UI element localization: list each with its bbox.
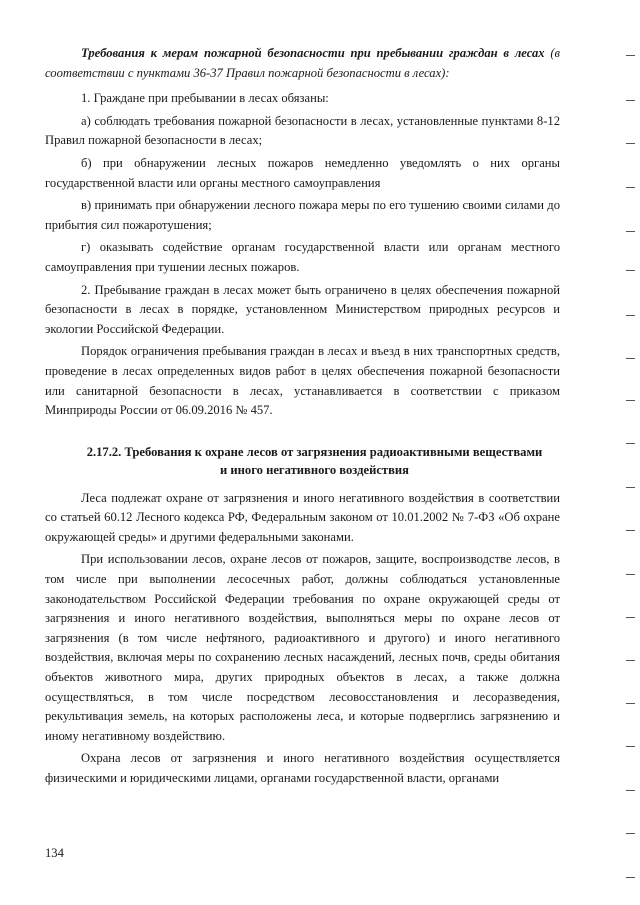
scan-edge-mark	[626, 231, 635, 232]
intro-title: Требования к мерам пожарной безопасности при пребывании граждан в лесах	[81, 46, 545, 60]
section-heading-line1: 2.17.2. Требования к охране лесов от загрязнения радиоактивными веществами	[86, 444, 543, 459]
section-heading-line2: и иного негативного воздействия	[220, 462, 409, 477]
scan-edge-mark	[626, 617, 635, 618]
scan-edge-mark	[626, 143, 635, 144]
scan-edge-mark	[626, 487, 635, 488]
scan-edge-mark	[626, 660, 635, 661]
intro-paragraph	[45, 44, 560, 83]
intro-reference: (в соответствии с пунктами 36-37 Правил пожарной безопасности в лесах):	[45, 46, 561, 80]
paragraph: а) соблюдать требования пожарной безопасности в лесах, установленные пунктами 8-12 Правил пожарной безопасности в лесах;	[45, 113, 560, 148]
scan-edge-mark	[626, 443, 635, 444]
scan-edge-mark	[626, 358, 635, 359]
paragraph: г) оказывать содействие органам государственной власти или органам местного самоуправления при тушении лесных пожаров.	[45, 240, 560, 274]
scan-edge-mark	[626, 55, 635, 56]
paragraph: Порядок ограничения пребывания граждан в лесах и въезд в них транспортных средств, проведение в лесах определенных видов работ в целях обеспечения пожарной безопасности или санитарной безопасности в лесах, устанавливается в соответствии с приказом Минприроды России от 06.09.2016 № 457.	[45, 344, 560, 418]
scan-edge-mark	[626, 877, 635, 878]
paragraph: 2. Пребывание граждан в лесах может быть ограничено в целях обеспечения пожарной безопасности в лесах в порядке, установленном Министерством природных ресурсов и экологии Российской Федерации.	[45, 282, 560, 336]
scan-edge-mark	[626, 315, 635, 316]
scan-edge-mark	[626, 400, 635, 401]
scan-edge-mark	[626, 187, 635, 188]
section-heading	[45, 443, 560, 479]
paragraph: Охрана лесов от загрязнения и иного негативного воздействия осуществляется физическими и юридическими лицами, органами государственной власти, органами	[45, 751, 560, 785]
scan-edge-mark	[626, 703, 635, 704]
scan-edge-mark	[626, 746, 635, 747]
paragraph: При использовании лесов, охране лесов от пожаров, защите, воспроизводстве лесов, в том числе при выполнении лесосечных работ, должны соблюдаться установленные законодательством Российской Федерации требования по охране окружающей среды от загрязнения и иного негативного воздействия, выполняться меры по охране лесов от загрязнения (в том числе нефтяного, радиоактивного и другого) и иного негативного воздействия, включая меры по сохранению лесных насаждений, лесных почв, среды обитания объектов животного мира, других природных объектов в лесах, а также должна осуществляться, в том числе посредством лесовосстановления и лесоразведения, рекультивация земель, на которых расположены леса, и которые подверглись загрязнению и иному негативному воздействию.	[45, 552, 560, 743]
scan-edge-mark	[626, 100, 635, 101]
scan-edge-mark	[626, 270, 635, 271]
scan-edge-mark	[626, 530, 635, 531]
page-content	[45, 44, 560, 792]
scan-edge-mark	[626, 790, 635, 791]
paragraph: б) при обнаружении лесных пожаров немедленно уведомлять о них органы государственной власти или органы местного самоуправления	[45, 155, 560, 190]
paragraph: в) принимать при обнаружении лесного пожара меры по его тушению своими силами до прибытия сил пожаротушения;	[45, 198, 560, 232]
paragraph: 1. Граждане при пребывании в лесах обязаны:	[81, 91, 329, 106]
paragraph: Леса подлежат охране от загрязнения и иного негативного воздействия в соответствии со статьей 60.12 Лесного кодекса РФ, Федеральным законом от 10.01.2002 № 7-ФЗ «Об охране окружающей среды» и другими федеральными законами.	[45, 490, 560, 544]
scan-edge-mark	[626, 574, 635, 575]
page-number: 134	[45, 846, 64, 860]
scan-edge-mark	[626, 833, 635, 834]
